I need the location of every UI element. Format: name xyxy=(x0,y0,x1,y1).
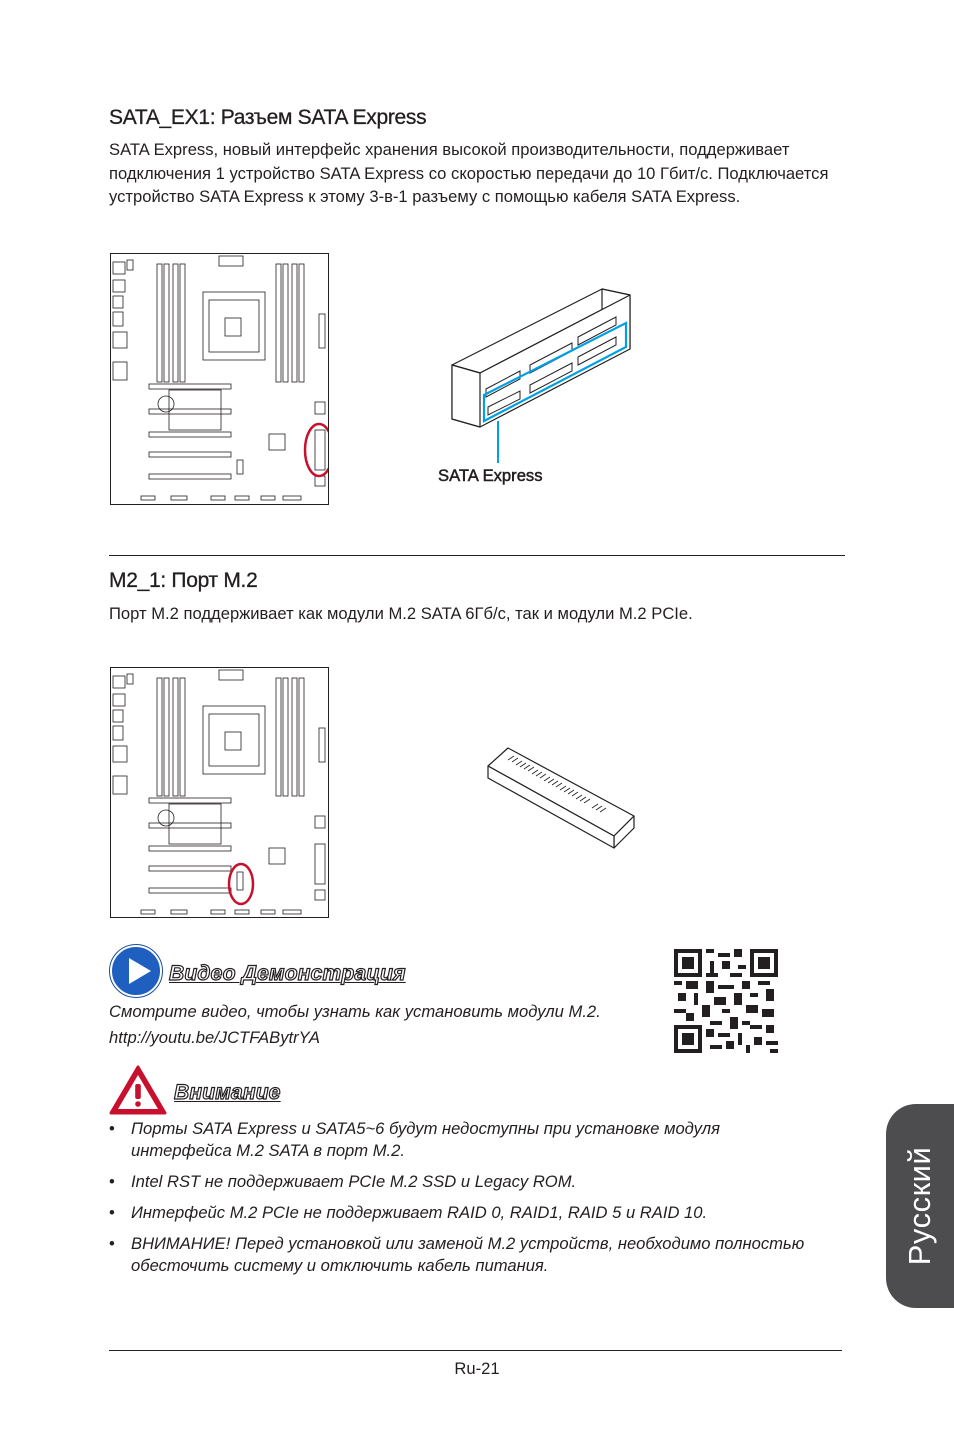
language-side-tab-label: Русский xyxy=(902,1146,937,1266)
warning-icon xyxy=(109,1064,167,1116)
footer-rule xyxy=(109,1350,842,1351)
language-side-tab xyxy=(886,1104,954,1308)
list-item: • ВНИМАНИЕ! Перед установкой или заменой M.2 устройств, необходимо полностью обесточить систему и отключить кабель питания. xyxy=(109,1233,809,1277)
caution-list xyxy=(109,1118,809,1286)
m2-section-body: Порт M.2 поддерживает как модули M.2 SATA 6Гб/с, так и модули M.2 PCIe. xyxy=(109,604,693,623)
page-number: Ru-21 xyxy=(454,1359,500,1378)
motherboard-diagram-m2 xyxy=(110,667,329,918)
caution-title: Внимание xyxy=(174,1081,281,1104)
qr-code[interactable] xyxy=(674,949,778,1053)
video-demo-title: Видео Демонстрация xyxy=(169,962,406,985)
sata-section-title: SATA_EX1: Разъем SATA Express xyxy=(109,106,427,129)
m2-connector-illustration xyxy=(482,744,642,856)
video-demo-text: Смотрите видео, чтобы узнать как установить модули M.2. xyxy=(109,1002,601,1021)
sata-section-body: SATA Express, новый интерфейс хранения высокой производительности, поддерживает подключения 1 устройство SATA Express со скоростью передачи до 10 Гбит/с. Подключается устройство SATA Express к этому 3-в-1 разъему с помощью кабеля SATA Express. xyxy=(109,140,829,206)
video-demo-link[interactable]: http://youtu.be/JCTFABytrYA xyxy=(109,1028,320,1047)
sata-express-label: SATA Express xyxy=(438,466,543,485)
list-item: • Порты SATA Express и SATA5~6 будут недоступны при установке модуля интерфейса M.2 SATA в порт M.2. xyxy=(109,1118,809,1162)
list-item: • Intel RST не поддерживает PCIe M.2 SSD и Legacy ROM. xyxy=(109,1171,809,1193)
sata-express-connector-illustration xyxy=(440,285,650,485)
play-icon[interactable] xyxy=(109,944,163,998)
m2-section-title: M2_1: Порт M.2 xyxy=(109,569,258,592)
list-item: • Интерфейс M.2 PCIe не поддерживает RAID 0, RAID1, RAID 5 и RAID 10. xyxy=(109,1202,809,1224)
section-divider xyxy=(109,555,845,556)
motherboard-diagram-sata xyxy=(110,253,329,505)
